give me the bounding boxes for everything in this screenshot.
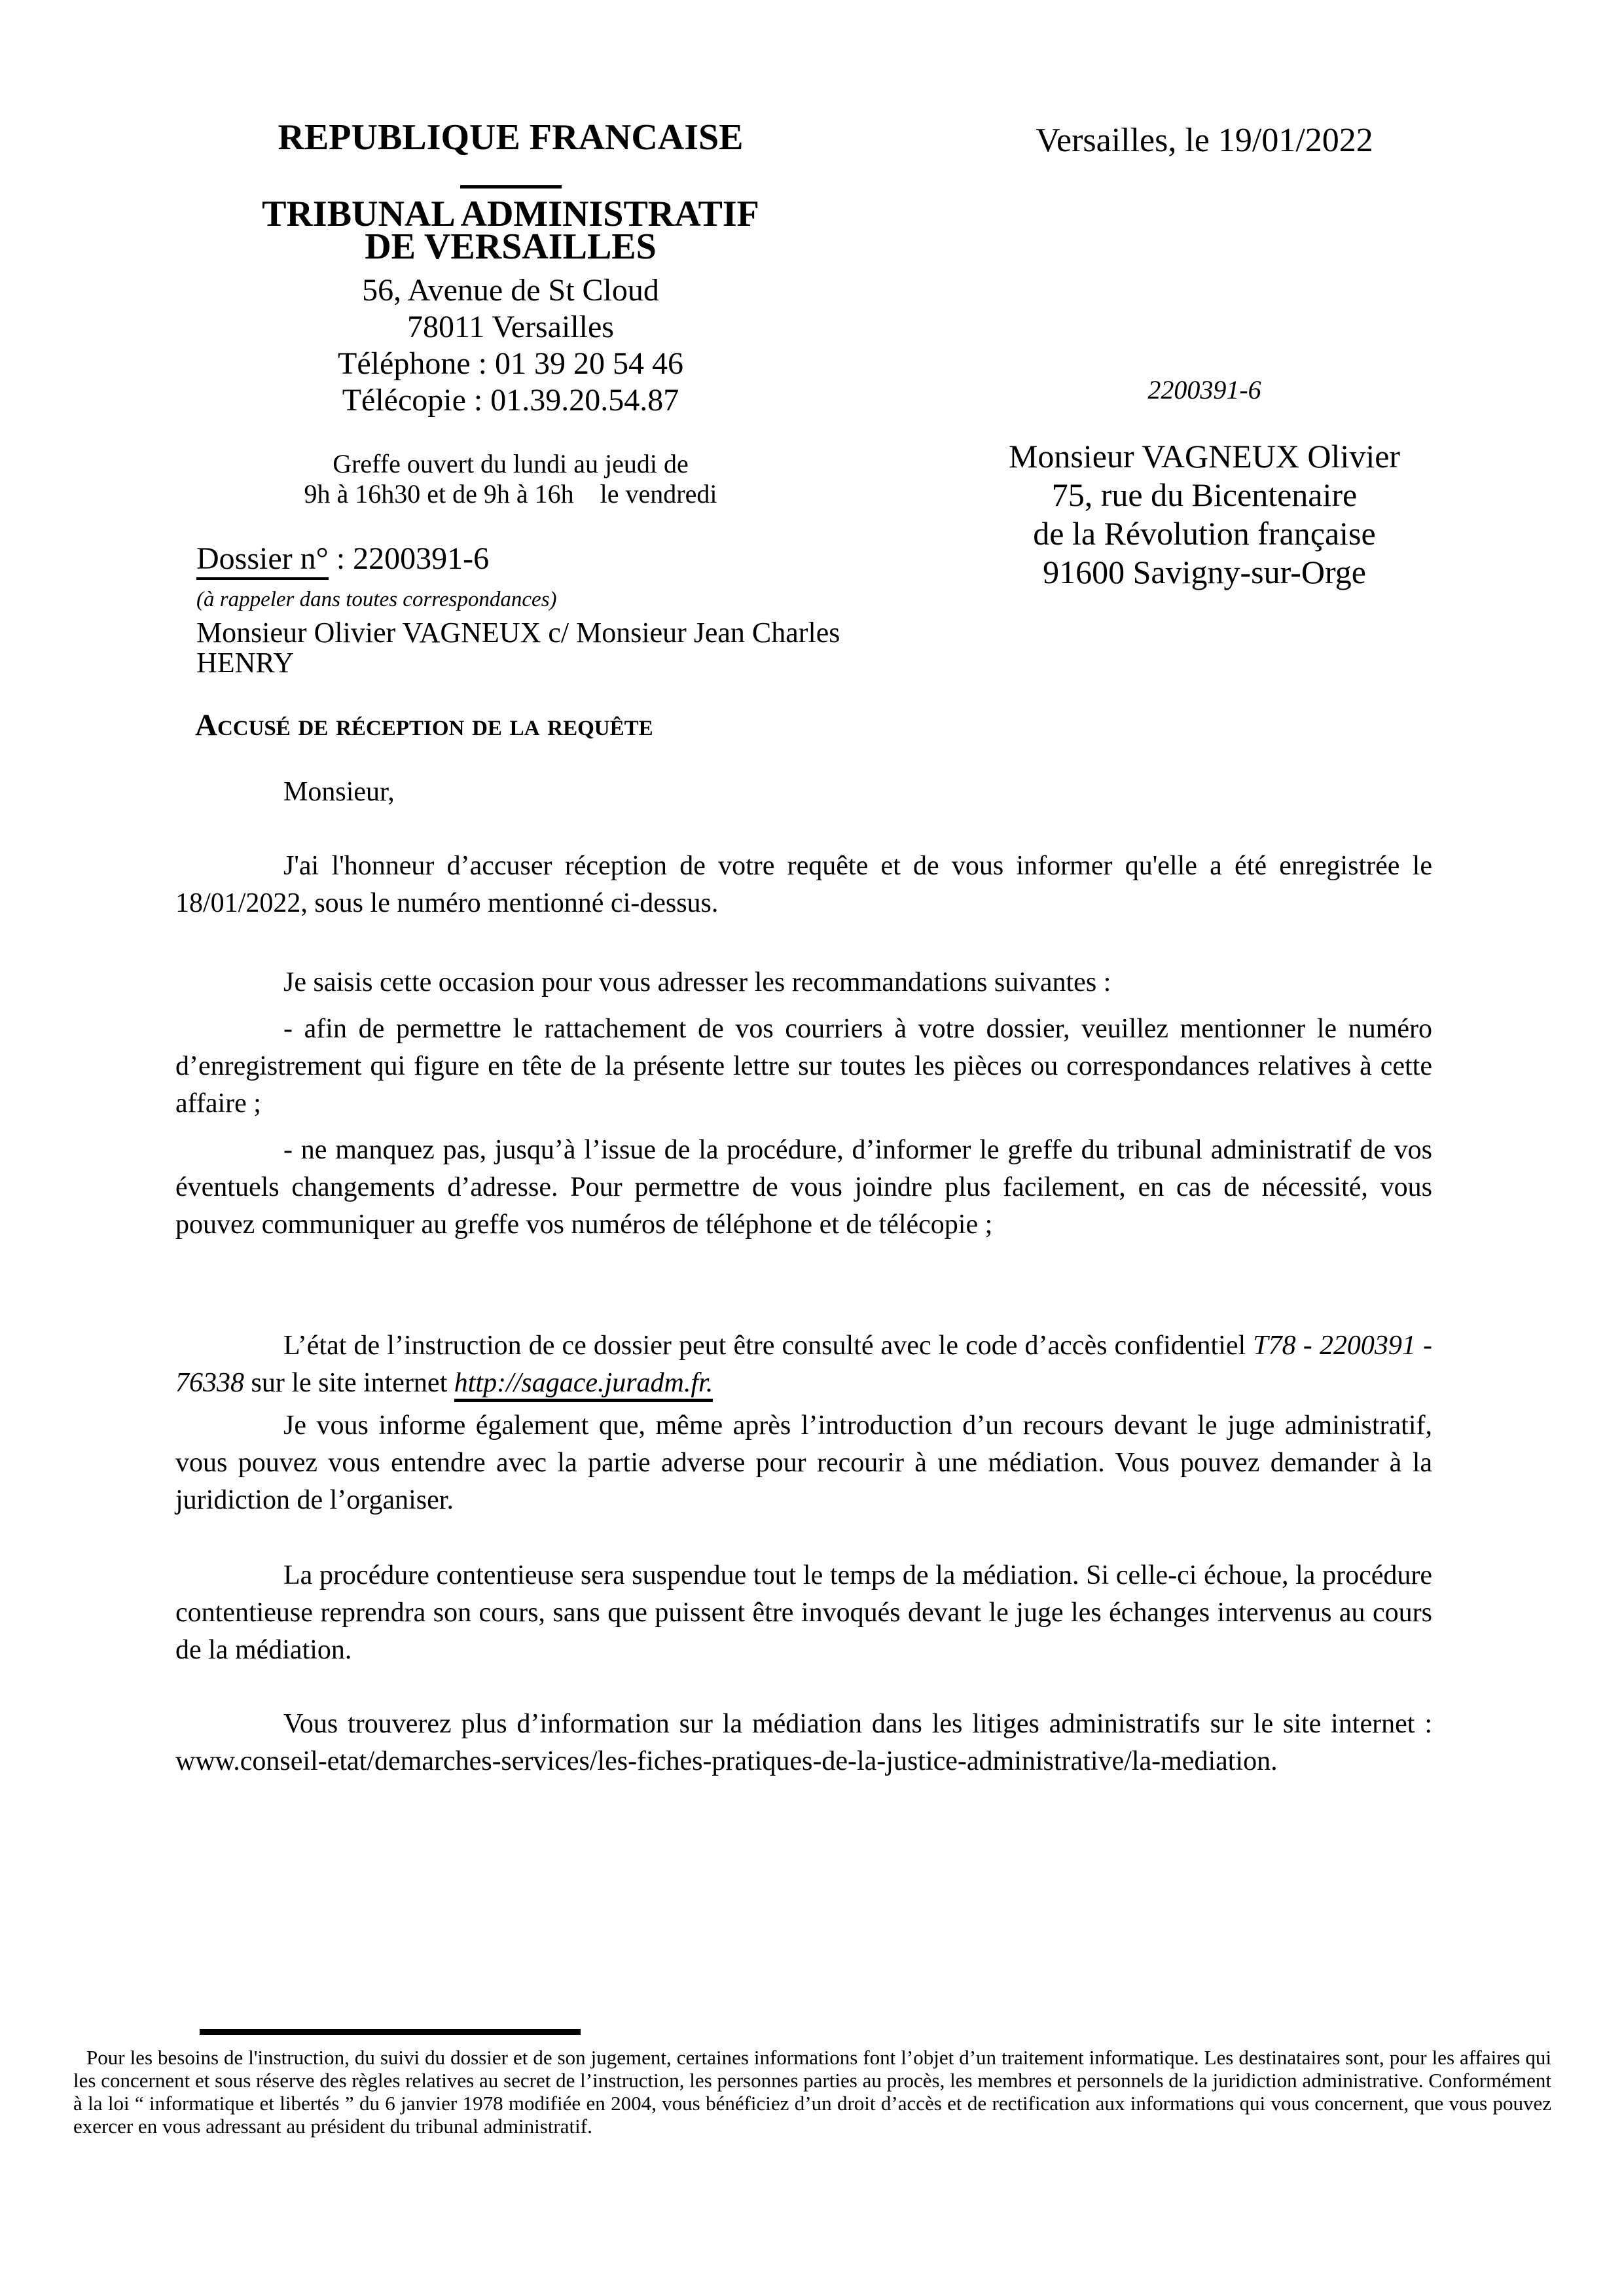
paragraph-mediation-suspension: La procédure contentieuse sera suspendue tout le temps de la médiation. Si celle-ci échoue, la procédure contentieuse reprendra son cours, sans que puissent être invoqués devant le juge les échanges intervenus au cours de la médiation. <box>175 1560 1432 1665</box>
paragraph-mediation-website: Vous trouverez plus d’information sur la médiation dans les litiges administratifs sur le site internet : www.conseil-etat/demarches-services/les-fiches-pratiques-de-la-justice-administrative/la-mediation. <box>175 1709 1432 1776</box>
access-code-text: L’état de l’instruction de ce dossier peut être consulté avec le code d’accès confidentiel <box>283 1331 1254 1361</box>
recipient-city: 91600 Savigny-sur-Orge <box>1043 554 1366 590</box>
salutation: Monsieur, <box>283 777 395 807</box>
access-code-value: T78 - 2200391 - 76338 <box>175 1331 1432 1398</box>
office-hours-line1: Greffe ouvert du lundi au jeudi de <box>333 449 689 478</box>
date-line: Versailles, le 19/01/2022 <box>1036 122 1373 159</box>
dossier-label: Dossier n° <box>196 541 329 580</box>
court-fax: Télécopie : 01.39.20.54.87 <box>342 383 679 418</box>
court-phone: Téléphone : 01 39 20 54 46 <box>338 346 683 381</box>
paragraph-recommendation-1: - afin de permettre le rattachement de vos courriers à votre dossier, veuillez mentionner le numéro d’enregistrement qui figure en tête de la présente lettre sur toutes les pièces ou correspondances relatives à cette affaire ; <box>175 1014 1432 1119</box>
paragraph-access-code <box>175 1327 1432 1402</box>
access-code-mid: sur le site internet <box>244 1368 454 1398</box>
paragraph-recommendations-intro: Je saisis cette occasion pour vous adresser les recommandations suivantes : <box>283 967 1111 997</box>
footnote-divider <box>200 2029 581 2035</box>
republic-title: REPUBLIQUE FRANCAISE <box>278 117 744 158</box>
recipient-name: Monsieur VAGNEUX Olivier <box>1008 438 1401 475</box>
office-hours <box>118 449 903 509</box>
dossier-value: : 2200391-6 <box>328 541 490 576</box>
sagace-url: http://sagace.juradm.fr. <box>454 1368 713 1402</box>
reference-number: 2200391-6 <box>1147 375 1261 404</box>
court-street: 56, Avenue de St Cloud <box>362 273 659 308</box>
dossier-block <box>196 541 1034 678</box>
dossier-number-line <box>196 541 1034 577</box>
letter-heading: Accusé de réception de la requête <box>195 708 653 742</box>
letter-body <box>175 708 1432 1780</box>
footnote-text: Pour les besoins de l'instruction, du suivi du dossier et de son jugement, certaines informations font l’objet d’un traitement informatique. Les destinataires sont, pour les affaires qui les concernent et sous réserve des règles relatives au secret de l’instruction, les personnes parties au procès, les membres et personnels de la juridiction administrative. Conformément à la loi “ informatique et libertés ” du 6 janvier 1978 modifiée en 2004, vous bénéficiez d’un droit d’accès et de rectification aux informations qui vous concernent, que vous pouvez exercer en vous adressant au président du tribunal administratif. <box>73 2046 1551 2138</box>
case-parties-line2: HENRY <box>196 647 295 679</box>
court-name-line2: DE VERSAILLES <box>365 226 657 267</box>
recipient-street: 75, rue du Bicentenaire <box>1051 476 1358 513</box>
office-hours-line2: 9h à 16h30 et de 9h à 16h le vendredi <box>304 479 717 509</box>
recipient-address <box>949 437 1460 592</box>
court-name-line1: TRIBUNAL ADMINISTRATIF <box>262 194 759 234</box>
paragraph-mediation-info: Je vous informe également que, même après l’introduction d’un recours devant le juge administratif, vous pouvez vous entendre avec la partie adverse pour recourir à une médiation. Vous pouvez demander à la juridiction de l’organiser. <box>175 1410 1432 1515</box>
court-city: 78011 Versailles <box>407 310 614 344</box>
paragraph-recommendation-2: - ne manquez pas, jusqu’à l’issue de la procédure, d’informer le greffe du tribunal administratif de vos éventuels changements d’adresse. Pour permettre de vous joindre plus facilement, en cas de nécessité, vous pouvez communiquer au greffe vos numéros de téléphone et de télécopie ; <box>175 1135 1432 1240</box>
court-header <box>118 117 903 419</box>
header-divider <box>460 185 562 188</box>
case-parties-line1: Monsieur Olivier VAGNEUX c/ Monsieur Jean Charles <box>196 617 840 649</box>
paragraph-acknowledgement: J'ai l'honneur d’accuser réception de votre requête et de vous informer qu'elle a été enregistrée le 18/01/2022, sous le numéro mentionné ci-dessus. <box>175 851 1432 918</box>
dossier-note: (à rappeler dans toutes correspondances) <box>196 588 557 611</box>
recipient-street2: de la Révolution française <box>1033 515 1376 552</box>
